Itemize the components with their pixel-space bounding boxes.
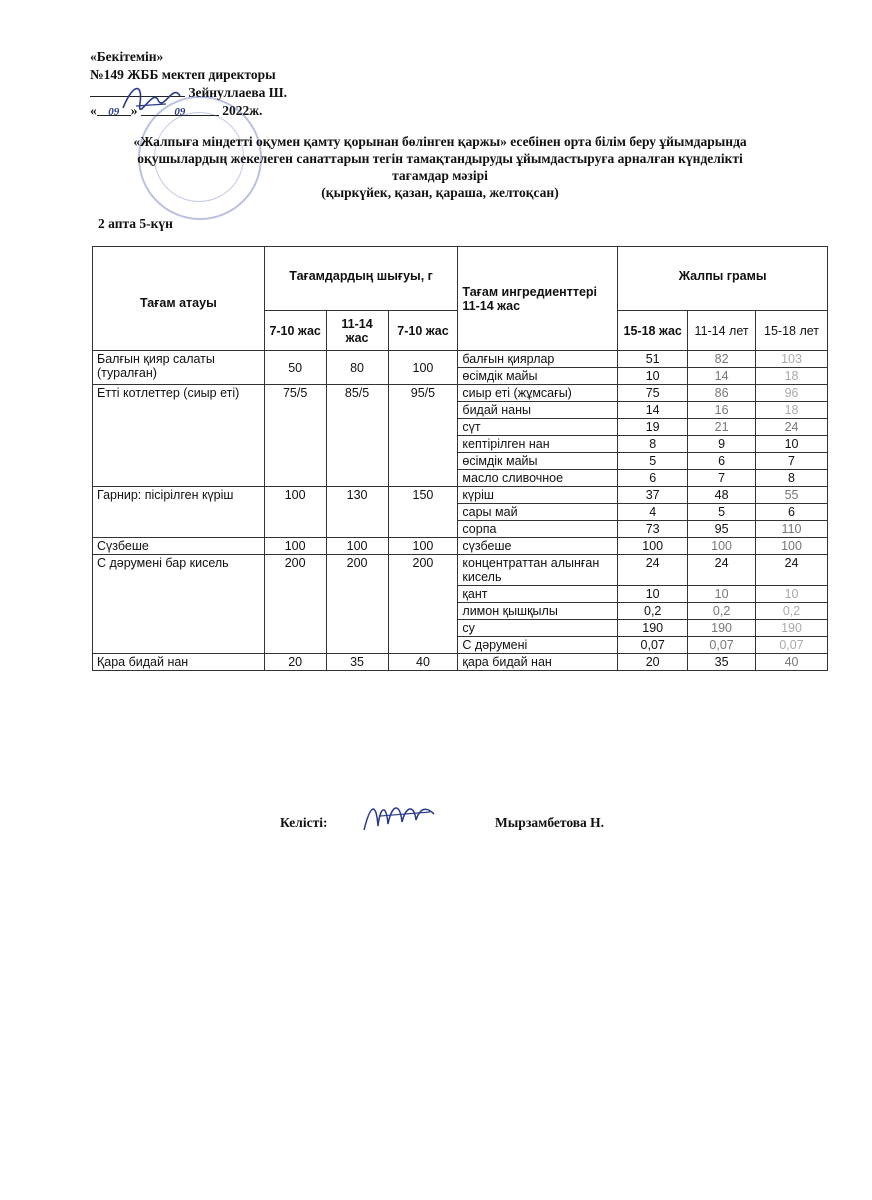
ingredient-qty-3: 24 — [756, 419, 828, 436]
date-quote-close: » — [130, 103, 138, 118]
menu-table — [92, 246, 828, 671]
dish-yield-2: 85/5 — [326, 385, 388, 487]
ingredient-name: сиыр еті (жұмсағы) — [458, 385, 618, 402]
approval-heading: «Бекітемін» — [90, 49, 164, 64]
dish-yield-1: 50 — [264, 351, 326, 385]
table-row — [93, 555, 828, 586]
ingredient-qty-2: 7 — [688, 470, 756, 487]
ingredient-name: концентраттан алынған кисель — [458, 555, 618, 586]
header-ingredients: Тағам ингредиенттері 11-14 жас — [458, 247, 618, 351]
dish-yield-1: 75/5 — [264, 385, 326, 487]
table-row — [93, 538, 828, 555]
ingredient-qty-2: 35 — [688, 654, 756, 671]
dish-yield-1: 200 — [264, 555, 326, 654]
dish-yield-3: 200 — [388, 555, 458, 654]
ingredient-name: сорпа — [458, 521, 618, 538]
dish-name: Гарнир: пісірілген күріш — [93, 487, 265, 538]
ingredient-qty-3: 18 — [756, 368, 828, 385]
dish-yield-1: 100 — [264, 538, 326, 555]
ingredient-qty-3: 103 — [756, 351, 828, 368]
ingredient-qty-3: 6 — [756, 504, 828, 521]
ingredient-name: бидай наны — [458, 402, 618, 419]
dish-yield-2: 200 — [326, 555, 388, 654]
ingredient-qty-3: 55 — [756, 487, 828, 504]
date-day: 09 — [97, 103, 131, 116]
table-row — [93, 385, 828, 402]
header-yield: Тағамдардың шығуы, г — [264, 247, 458, 311]
date-year: 2022ж. — [222, 103, 263, 118]
dish-name: Балғын қияр салаты (туралған) — [93, 351, 265, 385]
agreed-label: Келісті: — [280, 815, 328, 830]
dish-yield-2: 130 — [326, 487, 388, 538]
ingredient-name: балғын қиярлар — [458, 351, 618, 368]
title-line-3: тағамдар мәзірі — [392, 168, 488, 183]
ingredient-name: сүзбеше — [458, 538, 618, 555]
ingredient-qty-1: 75 — [618, 385, 688, 402]
ingredient-qty-2: 16 — [688, 402, 756, 419]
director-name: Зейнуллаева Ш. — [188, 85, 287, 100]
ingredient-qty-3: 40 — [756, 654, 828, 671]
ingredient-qty-1: 73 — [618, 521, 688, 538]
ingredient-name: С дәрумені — [458, 637, 618, 654]
header-total: Жалпы грамы — [618, 247, 828, 311]
ingredient-qty-2: 14 — [688, 368, 756, 385]
ingredient-qty-2: 0,07 — [688, 637, 756, 654]
footer-approval — [280, 815, 605, 831]
table-row — [93, 654, 828, 671]
ingredient-qty-1: 8 — [618, 436, 688, 453]
ingredient-qty-2: 95 — [688, 521, 756, 538]
ingredient-qty-1: 19 — [618, 419, 688, 436]
dish-name: Етті котлеттер (сиыр еті) — [93, 385, 265, 487]
ingredient-qty-1: 0,2 — [618, 603, 688, 620]
header-yield-col-1: 7-10 жас — [264, 311, 326, 351]
header-total-col-1: 15-18 жас — [618, 311, 688, 351]
header-total-col-2: 11-14 лет — [688, 311, 756, 351]
ingredient-name: өсімдік майы — [458, 453, 618, 470]
dish-yield-1: 20 — [264, 654, 326, 671]
approval-position: №149 ЖББ мектеп директоры — [90, 67, 276, 82]
ingredient-qty-3: 0,07 — [756, 637, 828, 654]
ingredient-qty-1: 0,07 — [618, 637, 688, 654]
ingredient-qty-2: 24 — [688, 555, 756, 586]
dish-name: С дәрумені бар кисель — [93, 555, 265, 654]
ingredient-qty-3: 8 — [756, 470, 828, 487]
title-line-4: (қыркүйек, қазан, қараша, желтоқсан) — [321, 185, 559, 200]
dish-yield-2: 80 — [326, 351, 388, 385]
agreed-name: Мырзамбетова Н. — [495, 815, 605, 830]
title-line-1: «Жалпыға міндетті оқумен қамту қорынан бөлінген қаржы» есебінен орта білім беру ұйымдарында — [133, 134, 747, 149]
ingredient-name: масло сливочное — [458, 470, 618, 487]
ingredient-qty-3: 110 — [756, 521, 828, 538]
header-yield-col-2: 11-14 жас — [326, 311, 388, 351]
agreed-signature — [360, 796, 440, 836]
ingredient-qty-1: 10 — [618, 586, 688, 603]
ingredient-qty-3: 96 — [756, 385, 828, 402]
dish-yield-1: 100 — [264, 487, 326, 538]
ingredient-name: қара бидай нан — [458, 654, 618, 671]
dish-yield-3: 40 — [388, 654, 458, 671]
dish-yield-3: 100 — [388, 538, 458, 555]
ingredient-name: қант — [458, 586, 618, 603]
week-day-label: 2 апта 5-күн — [98, 216, 173, 231]
header-total-col-3: 15-18 лет — [756, 311, 828, 351]
table-row — [93, 351, 828, 368]
dish-yield-2: 35 — [326, 654, 388, 671]
ingredient-name: өсімдік майы — [458, 368, 618, 385]
ingredient-qty-2: 86 — [688, 385, 756, 402]
ingredient-qty-2: 5 — [688, 504, 756, 521]
director-signature — [118, 78, 188, 118]
ingredient-name: су — [458, 620, 618, 637]
ingredient-qty-1: 10 — [618, 368, 688, 385]
ingredient-qty-2: 82 — [688, 351, 756, 368]
ingredient-qty-3: 10 — [756, 436, 828, 453]
date-month: 09 — [141, 103, 219, 116]
ingredient-qty-3: 7 — [756, 453, 828, 470]
ingredient-qty-2: 48 — [688, 487, 756, 504]
ingredient-qty-1: 100 — [618, 538, 688, 555]
dish-yield-2: 100 — [326, 538, 388, 555]
ingredient-qty-1: 20 — [618, 654, 688, 671]
ingredient-qty-2: 0,2 — [688, 603, 756, 620]
ingredient-name: лимон қышқылы — [458, 603, 618, 620]
header-dish: Тағам атауы — [93, 247, 265, 351]
ingredient-qty-2: 190 — [688, 620, 756, 637]
menu-table-body — [93, 351, 828, 671]
ingredient-qty-1: 4 — [618, 504, 688, 521]
ingredient-qty-1: 51 — [618, 351, 688, 368]
dish-name: Сүзбеше — [93, 538, 265, 555]
ingredient-qty-1: 5 — [618, 453, 688, 470]
ingredient-qty-2: 100 — [688, 538, 756, 555]
ingredient-qty-3: 10 — [756, 586, 828, 603]
ingredient-qty-1: 190 — [618, 620, 688, 637]
ingredient-qty-3: 0,2 — [756, 603, 828, 620]
ingredient-qty-1: 6 — [618, 470, 688, 487]
date-quote-open: « — [90, 103, 97, 118]
ingredient-name: сүт — [458, 419, 618, 436]
dish-yield-3: 95/5 — [388, 385, 458, 487]
ingredient-qty-3: 24 — [756, 555, 828, 586]
ingredient-qty-2: 21 — [688, 419, 756, 436]
header-yield-col-3: 7-10 жас — [388, 311, 458, 351]
ingredient-qty-2: 6 — [688, 453, 756, 470]
ingredient-name: күріш — [458, 487, 618, 504]
dish-yield-3: 100 — [388, 351, 458, 385]
dish-yield-3: 150 — [388, 487, 458, 538]
ingredient-name: сары май — [458, 504, 618, 521]
ingredient-qty-1: 24 — [618, 555, 688, 586]
ingredient-qty-3: 100 — [756, 538, 828, 555]
dish-name: Қара бидай нан — [93, 654, 265, 671]
ingredient-name: кептірілген нан — [458, 436, 618, 453]
ingredient-qty-2: 10 — [688, 586, 756, 603]
ingredient-qty-1: 37 — [618, 487, 688, 504]
ingredient-qty-1: 14 — [618, 402, 688, 419]
table-row — [93, 487, 828, 504]
ingredient-qty-3: 18 — [756, 402, 828, 419]
ingredient-qty-2: 9 — [688, 436, 756, 453]
title-line-2: оқушылардың жекелеген санаттарын тегін тамақтандыруды ұйымдастыруға арналған күнделікті — [137, 151, 743, 166]
ingredient-qty-3: 190 — [756, 620, 828, 637]
